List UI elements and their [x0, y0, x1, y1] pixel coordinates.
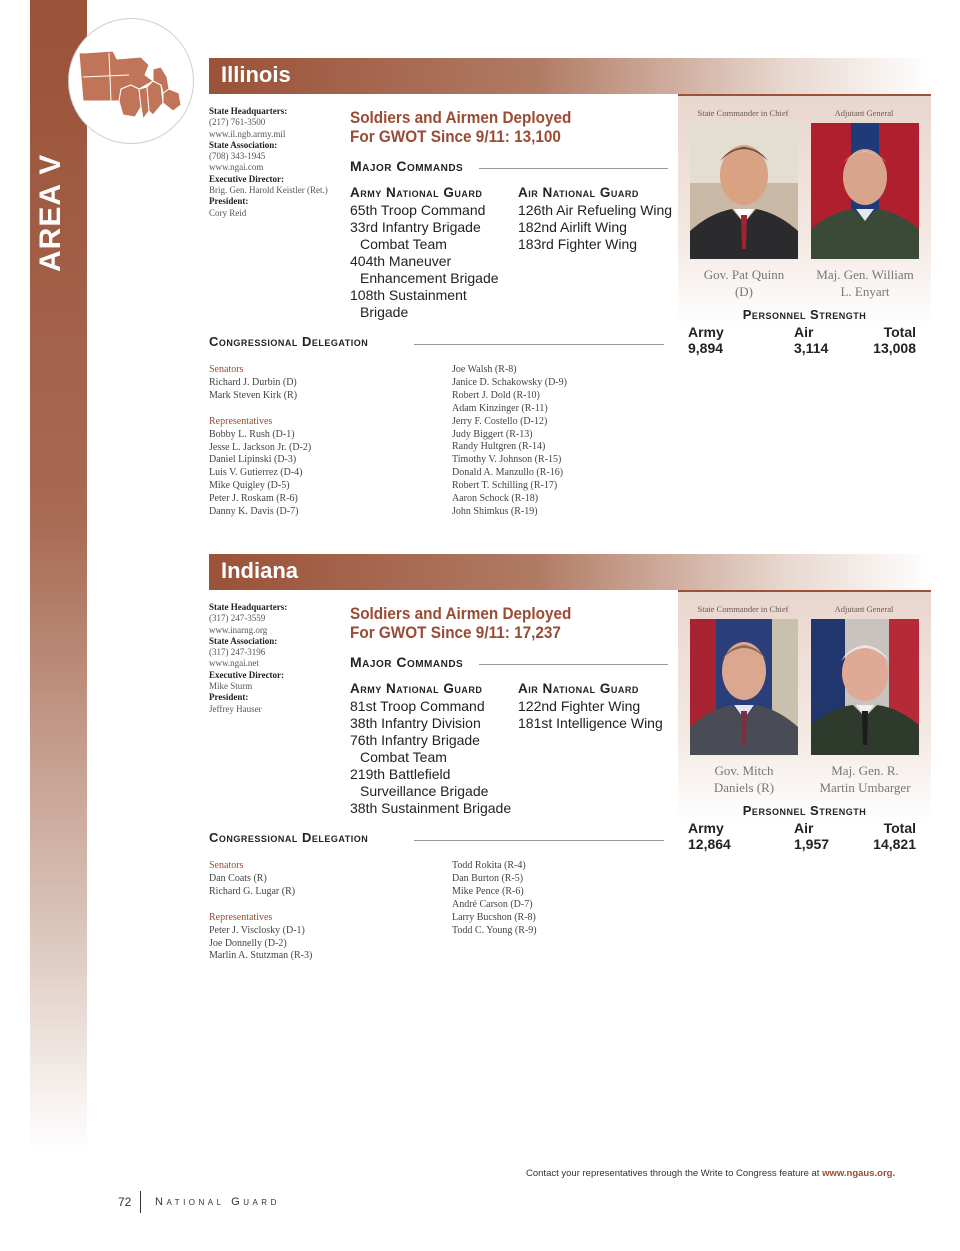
publication-name: National Guard [155, 1196, 280, 1208]
contact-line: (317) 247-3559 [209, 613, 266, 624]
personnel-strength-title: Personnel Strength [742, 803, 867, 818]
leadership-panel [678, 592, 931, 852]
strength-value: 3,114 [794, 340, 829, 356]
divider [414, 344, 664, 345]
strength-air [794, 324, 828, 356]
representative: André Carson (D-7) [452, 898, 533, 910]
adjutant-photo [811, 123, 919, 259]
state-section-illinois [209, 58, 931, 518]
representative: Larry Bucshon (R-8) [452, 911, 536, 923]
representative: Joe Walsh (R-8) [452, 364, 517, 375]
strength-air [794, 820, 829, 852]
name-line: Gov. Pat Quinn [703, 267, 785, 282]
contact-line: Brig. Gen. Harold Keistler (Ret.) [209, 185, 328, 196]
strength-label: Army [688, 820, 724, 836]
delegation-col-1 [209, 364, 439, 519]
representative: Peter J. Roskam (R-6) [209, 493, 298, 505]
command-item: 38th Infantry Division [350, 715, 481, 731]
representative: Marlin A. Stutzman (R-3) [209, 950, 313, 962]
representative: Robert T. Schilling (R-17) [452, 480, 558, 492]
leadership-panel [678, 96, 931, 356]
senator: Dan Coats (R) [209, 872, 267, 884]
strength-total [864, 820, 916, 852]
command-item: 33rd Infantry Brigade Combat Team [350, 219, 481, 252]
representative: Jerry F. Costello (D-12) [452, 415, 548, 427]
name-line: L. Enyart [840, 284, 890, 299]
strength-value: 1,957 [794, 836, 830, 852]
deployed-heading [350, 108, 647, 146]
command-item: 38th Sustainment Brigade [350, 800, 512, 816]
strength-label: Army [688, 324, 724, 340]
representative: Judy Biggert (R-13) [452, 428, 533, 440]
contact-line: www.inarng.org [209, 624, 268, 635]
personnel-strength-title: Personnel Strength [742, 307, 867, 322]
contact-label: State Association: [209, 635, 278, 646]
state-banner [209, 554, 931, 590]
commander-name [682, 266, 806, 300]
contact-label: Executive Director: [209, 173, 285, 184]
footer-divider [140, 1191, 141, 1213]
delegation-col-2 [452, 364, 672, 519]
footer-contact-text: Contact your representatives through the Write to Congress feature at [526, 1168, 820, 1179]
congressional-title: Congressional Delegation [209, 830, 369, 845]
contact-label: President: [209, 196, 249, 207]
strength-value: 14,821 [873, 836, 916, 852]
representative: Janice D. Schakowsky (D-9) [452, 376, 567, 388]
footer-contact-link[interactable]: www.ngaus.org. [822, 1168, 896, 1179]
contact-line: (708) 343-1945 [209, 151, 266, 162]
strength-value: 13,008 [873, 340, 916, 356]
name-line: (D) [734, 284, 754, 299]
command-item: 122nd Fighter Wing [518, 698, 641, 714]
commander-photo [690, 619, 798, 755]
contact-line: Cory Reid [209, 207, 247, 218]
area-label: AREA V [34, 153, 67, 272]
strength-army [688, 324, 724, 356]
state-contacts [209, 602, 344, 715]
name-line: Martin Umbarger [819, 780, 911, 795]
command-item: 219th Battlefield Surveillance Brigade [350, 766, 489, 799]
congressional-title: Congressional Delegation [209, 334, 369, 349]
command-item: 126th Air Refueling Wing [518, 202, 673, 218]
adjutant-name [803, 762, 927, 796]
strength-label: Total [883, 324, 916, 340]
divider [479, 664, 668, 665]
adjutant-role: Adjutant General [834, 604, 894, 614]
contact-label: State Association: [209, 139, 278, 150]
representative: Mike Quigley (D-5) [209, 480, 290, 492]
state-contacts [209, 106, 344, 219]
representative: Donald A. Manzullo (R-16) [452, 467, 564, 479]
army-commands [350, 184, 515, 321]
representatives-title: Representatives [209, 415, 273, 427]
commander-photo [690, 123, 798, 259]
representative: Luis V. Gutierrez (D-4) [209, 467, 303, 479]
strength-label: Air [794, 820, 814, 836]
deployed-count: For GWOT Since 9/11: 17,237 [350, 623, 561, 642]
command-item: 404th Maneuver Enhancement Brigade [350, 253, 499, 286]
air-commands [518, 184, 683, 253]
commander-role: State Commander in Chief [697, 604, 789, 614]
region-map [68, 18, 194, 144]
strength-value: 9,894 [688, 340, 724, 356]
contact-line: (317) 247-3196 [209, 647, 266, 658]
major-commands-title: Major Commands [350, 654, 464, 670]
state-name: Illinois [221, 62, 291, 87]
representative: Daniel Lipinski (D-3) [209, 454, 297, 466]
command-item: 76th Infantry Brigade Combat Team [350, 732, 480, 765]
contact-line: (217) 761-3500 [209, 117, 266, 128]
delegation-col-1 [209, 860, 439, 963]
footer-contact [526, 1168, 895, 1179]
army-title: Army National Guard [350, 681, 483, 696]
representative: Adam Kinzinger (R-11) [452, 402, 548, 414]
command-item: 81st Troop Command [350, 698, 485, 714]
air-title: Air National Guard [518, 681, 639, 696]
deployed-count: For GWOT Since 9/11: 13,100 [350, 127, 561, 146]
representative: Todd Rokita (R-4) [452, 860, 526, 871]
page-number: 72 [118, 1195, 132, 1209]
army-commands [350, 680, 515, 817]
commander-name [682, 762, 806, 796]
state-name: Indiana [221, 558, 299, 583]
divider [479, 168, 668, 169]
adjutant-name [803, 266, 927, 300]
senators-title: Senators [209, 860, 244, 871]
strength-label: Total [883, 820, 916, 836]
region-map-icon [69, 19, 193, 143]
contact-line: Jeffrey Hauser [209, 703, 262, 714]
strength-army [688, 820, 731, 852]
air-title: Air National Guard [518, 185, 639, 200]
representative: Todd C. Young (R-9) [452, 924, 537, 936]
representative: Joe Donnelly (D-2) [209, 937, 287, 949]
name-line: Daniels (R) [713, 780, 775, 795]
delegation-col-2 [452, 860, 672, 937]
deployed-line: Soldiers and Airmen Deployed [350, 108, 572, 127]
adjutant-role: Adjutant General [834, 108, 894, 118]
command-item: 108th Sustainment Brigade [350, 287, 467, 320]
strength-label: Air [794, 324, 814, 340]
air-commands [518, 680, 683, 732]
major-commands-title: Major Commands [350, 158, 464, 174]
state-section-indiana [209, 554, 931, 1014]
deployed-heading [350, 604, 647, 642]
adjutant-photo [811, 619, 919, 755]
deployed-line: Soldiers and Airmen Deployed [350, 604, 572, 623]
senator: Richard J. Durbin (D) [209, 376, 297, 388]
contact-label: State Headquarters: [209, 602, 288, 612]
representative: Jesse L. Jackson Jr. (D-2) [209, 441, 312, 453]
army-title: Army National Guard [350, 185, 483, 200]
senator: Richard G. Lugar (R) [209, 885, 296, 897]
representative: Danny K. Davis (D-7) [209, 506, 299, 518]
name-line: Maj. Gen. William [816, 267, 914, 282]
senators-title: Senators [209, 364, 244, 375]
representative: Timothy V. Johnson (R-15) [452, 454, 562, 466]
strength-value: 12,864 [688, 836, 731, 852]
representative: Mike Pence (R-6) [452, 885, 524, 897]
strength-total [864, 324, 916, 356]
command-item: 182nd Airlift Wing [518, 219, 627, 235]
state-banner [209, 58, 931, 94]
contact-line: www.ngai.net [209, 658, 259, 669]
contact-line: Mike Sturm [209, 681, 253, 692]
command-item: 65th Troop Command [350, 202, 486, 218]
name-line: Maj. Gen. R. [831, 763, 899, 778]
representative: John Shimkus (R-19) [452, 505, 538, 517]
commander-role: State Commander in Chief [697, 108, 789, 118]
representative: Peter J. Visclosky (D-1) [209, 924, 305, 936]
senator: Mark Steven Kirk (R) [209, 389, 298, 401]
representative: Randy Hultgren (R-14) [452, 441, 546, 453]
representatives-title: Representatives [209, 911, 273, 923]
representative: Bobby L. Rush (D-1) [209, 428, 295, 440]
contact-line: www.ngai.com [209, 162, 264, 173]
contact-label: President: [209, 692, 249, 703]
divider [414, 840, 664, 841]
representative: Robert J. Dold (R-10) [452, 389, 540, 401]
contact-label: Executive Director: [209, 669, 285, 680]
command-item: 183rd Fighter Wing [518, 236, 638, 252]
contact-line: www.il.ngb.army.mil [209, 128, 286, 139]
representative: Dan Burton (R-5) [452, 872, 524, 884]
name-line: Gov. Mitch [714, 763, 774, 778]
command-item: 181st Intelligence Wing [518, 715, 663, 731]
representative: Aaron Schock (R-18) [452, 493, 539, 505]
contact-label: State Headquarters: [209, 106, 288, 116]
